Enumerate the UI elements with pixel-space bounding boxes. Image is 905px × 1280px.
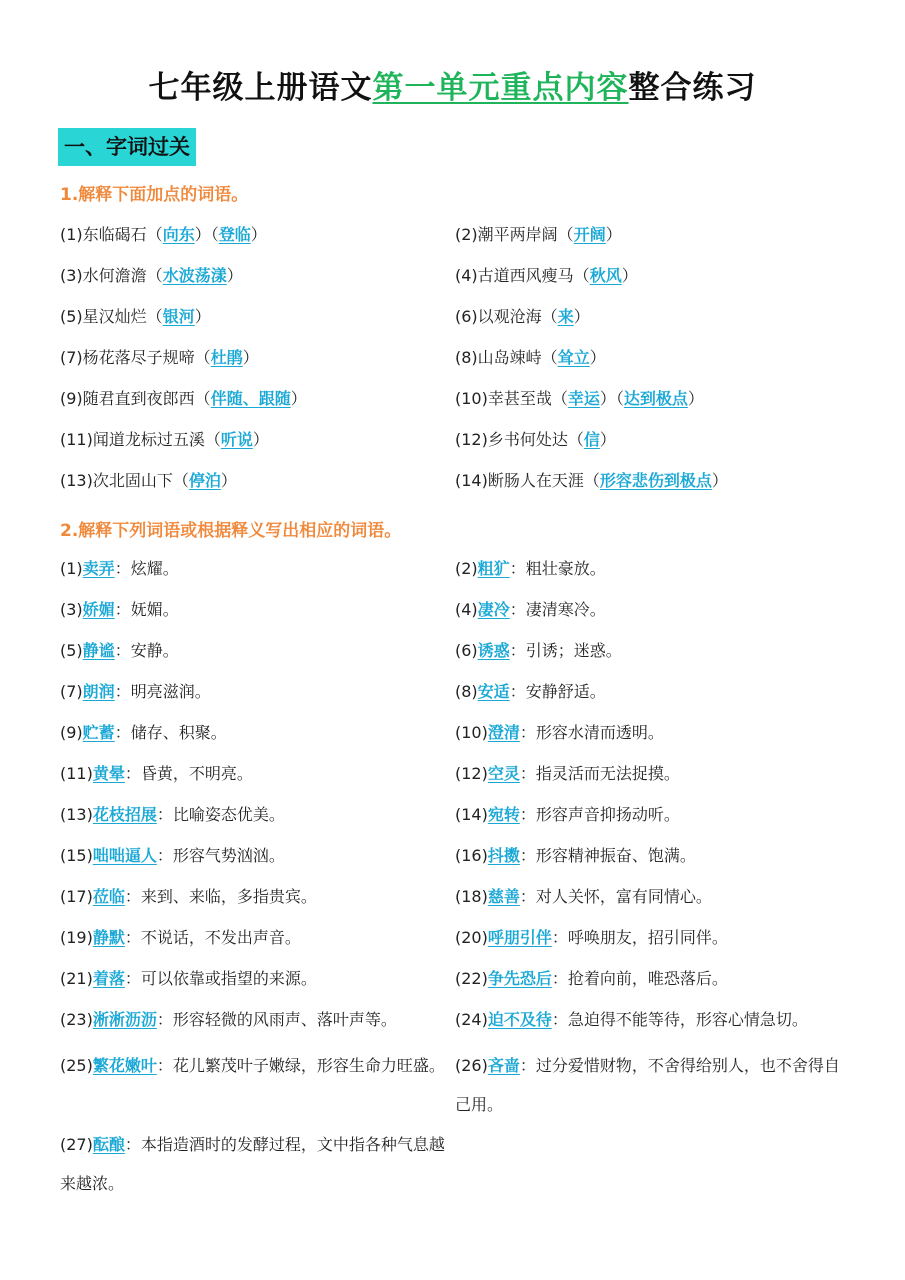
q1-row [0, 384, 905, 414]
q2-item: (13)花枝招展：比喻姿态优美。 [60, 805, 285, 824]
q2-item: (23)淅淅沥沥：形容轻微的风雨声、落叶声等。 [60, 1010, 397, 1029]
answer: 淅淅沥沥 [92, 1010, 157, 1029]
q2-item: (21)着落：可以依靠或指望的来源。 [60, 969, 317, 988]
q1-item: (2)潮平两岸阔（开阔） [455, 225, 622, 244]
answer: 宛转 [487, 805, 520, 824]
q2-row [0, 1125, 905, 1205]
q2-item: (2)粗犷：粗壮豪放。 [455, 559, 606, 578]
q2-item: (20)呼朋引伴：呼唤朋友，招引同伴。 [455, 928, 728, 947]
answer: 粗犷 [477, 559, 510, 578]
title-prefix: 七年级上册语文 [148, 70, 373, 106]
q1-item: (11)闻道龙标过五溪（听说） [60, 430, 269, 449]
answer: 向东 [162, 225, 195, 244]
q2-item: (8)安适：安静舒适。 [455, 682, 606, 701]
q2-item: (3)娇媚：妩媚。 [60, 600, 179, 619]
question-1-heading: 1.解释下面加点的词语。 [60, 185, 249, 205]
answer: 凄冷 [477, 600, 510, 619]
q1-row [0, 466, 905, 496]
q2-item: (6)诱惑：引诱；迷惑。 [455, 641, 622, 660]
title-highlight: 第一单元重点内容 [372, 70, 629, 106]
answer: 呼朋引伴 [487, 928, 552, 947]
answer: 贮蓄 [82, 723, 115, 742]
answer: 澄清 [487, 723, 520, 742]
answer: 吝啬 [487, 1056, 520, 1075]
q2-row [0, 964, 905, 994]
answer: 停泊 [188, 471, 221, 490]
answer: 耸立 [557, 348, 590, 367]
q1-item: (5)星汉灿烂（银河） [60, 307, 211, 326]
q2-row [0, 1046, 905, 1126]
q2-item: (26)吝啬：过分爱惜财物，不舍得给别人，也不舍得自己用。 [455, 1056, 840, 1114]
q2-item: (1)卖弄：炫耀。 [60, 559, 179, 578]
q2-item: (25)繁花嫩叶：花儿繁茂叶子嫩绿，形容生命力旺盛。 [60, 1056, 445, 1075]
answer: 慈善 [487, 887, 520, 906]
answer: 卖弄 [82, 559, 115, 578]
q2-item: (9)贮蓄：储存、积聚。 [60, 723, 227, 742]
q2-item: (24)迫不及待：急迫得不能等待，形容心情急切。 [455, 1010, 808, 1029]
q1-item: (9)随君直到夜郎西（伴随、跟随） [60, 389, 307, 408]
q1-row [0, 425, 905, 455]
q1-item: (1)东临碣石（向东）（登临） [60, 225, 267, 244]
q2-item: (12)空灵：指灵活而无法捉摸。 [455, 764, 680, 783]
answer: 空灵 [487, 764, 520, 783]
q1-row [0, 261, 905, 291]
answer: 达到极点 [623, 389, 688, 408]
answer: 静谧 [82, 641, 115, 660]
q2-row [0, 841, 905, 871]
answer: 杜鹃 [210, 348, 243, 367]
answer: 形容悲伤到极点 [599, 471, 712, 490]
q1-item: (14)断肠人在天涯（形容悲伤到极点） [455, 471, 728, 490]
answer: 争先恐后 [487, 969, 552, 988]
q2-item: (5)静谧：安静。 [60, 641, 179, 660]
answer: 花枝招展 [92, 805, 157, 824]
q2-row [0, 923, 905, 953]
q1-item: (8)山岛竦峙（耸立） [455, 348, 606, 367]
answer: 开阔 [573, 225, 606, 244]
q1-item: (6)以观沧海（来） [455, 307, 590, 326]
q2-row [0, 800, 905, 830]
q1-item: (10)幸甚至哉（幸运）（达到极点） [455, 389, 704, 408]
q2-row [0, 882, 905, 912]
q2-item: (10)澄清：形容水清而透明。 [455, 723, 664, 742]
q1-item: (4)古道西风瘦马（秋风） [455, 266, 638, 285]
q2-item: (4)凄冷：凄清寒冷。 [455, 600, 606, 619]
q1-row [0, 302, 905, 332]
q1-item: (12)乡书何处达（信） [455, 430, 616, 449]
answer: 来 [557, 307, 574, 326]
q2-row [0, 1005, 905, 1035]
q2-row [0, 636, 905, 666]
q2-item: (11)黄晕：昏黄，不明亮。 [60, 764, 253, 783]
answer: 水波荡漾 [162, 266, 227, 285]
answer: 黄晕 [92, 764, 125, 783]
answer: 咄咄逼人 [92, 846, 157, 865]
answer: 诱惑 [477, 641, 510, 660]
q2-item: (7)朗润：明亮滋润。 [60, 682, 211, 701]
answer: 安适 [477, 682, 510, 701]
page-title [0, 62, 905, 107]
q2-item: (27)酝酿：本指造酒时的发酵过程，文中指各种气息越来越浓。 [60, 1135, 445, 1193]
answer: 迫不及待 [487, 1010, 552, 1029]
q2-item: (17)莅临：来到、来临，多指贵宾。 [60, 887, 317, 906]
q2-item: (22)争先恐后：抢着向前，唯恐落后。 [455, 969, 728, 988]
title-suffix: 整合练习 [628, 70, 757, 106]
answer: 酝酿 [92, 1135, 125, 1154]
answer: 银河 [162, 307, 195, 326]
answer: 朗润 [82, 682, 115, 701]
answer: 抖擞 [487, 846, 520, 865]
q2-row [0, 554, 905, 584]
answer: 听说 [220, 430, 253, 449]
q2-item: (19)静默：不说话，不发出声音。 [60, 928, 301, 947]
q1-item: (13)次北固山下（停泊） [60, 471, 237, 490]
q2-item: (18)慈善：对人关怀，富有同情心。 [455, 887, 712, 906]
q1-row [0, 220, 905, 250]
q2-row [0, 759, 905, 789]
q2-item: (14)宛转：形容声音抑扬动听。 [455, 805, 680, 824]
answer: 秋风 [589, 266, 622, 285]
q1-item: (3)水何澹澹（水波荡漾） [60, 266, 243, 285]
answer: 莅临 [92, 887, 125, 906]
answer: 娇媚 [82, 600, 115, 619]
answer: 信 [583, 430, 600, 449]
q1-row [0, 343, 905, 373]
answer: 幸运 [567, 389, 600, 408]
q2-row [0, 718, 905, 748]
answer: 伴随、跟随 [210, 389, 291, 408]
section-heading: 一、字词过关 [58, 128, 196, 166]
q1-item: (7)杨花落尽子规啼（杜鹃） [60, 348, 259, 367]
question-2-heading: 2.解释下列词语或根据释义写出相应的词语。 [60, 521, 402, 541]
answer: 静默 [92, 928, 125, 947]
answer: 繁花嫩叶 [92, 1056, 157, 1075]
answer: 登临 [218, 225, 251, 244]
q2-item: (16)抖擞：形容精神振奋、饱满。 [455, 846, 696, 865]
q2-row [0, 595, 905, 625]
q2-row [0, 677, 905, 707]
q2-item: (15)咄咄逼人：形容气势汹汹。 [60, 846, 285, 865]
answer: 着落 [92, 969, 125, 988]
